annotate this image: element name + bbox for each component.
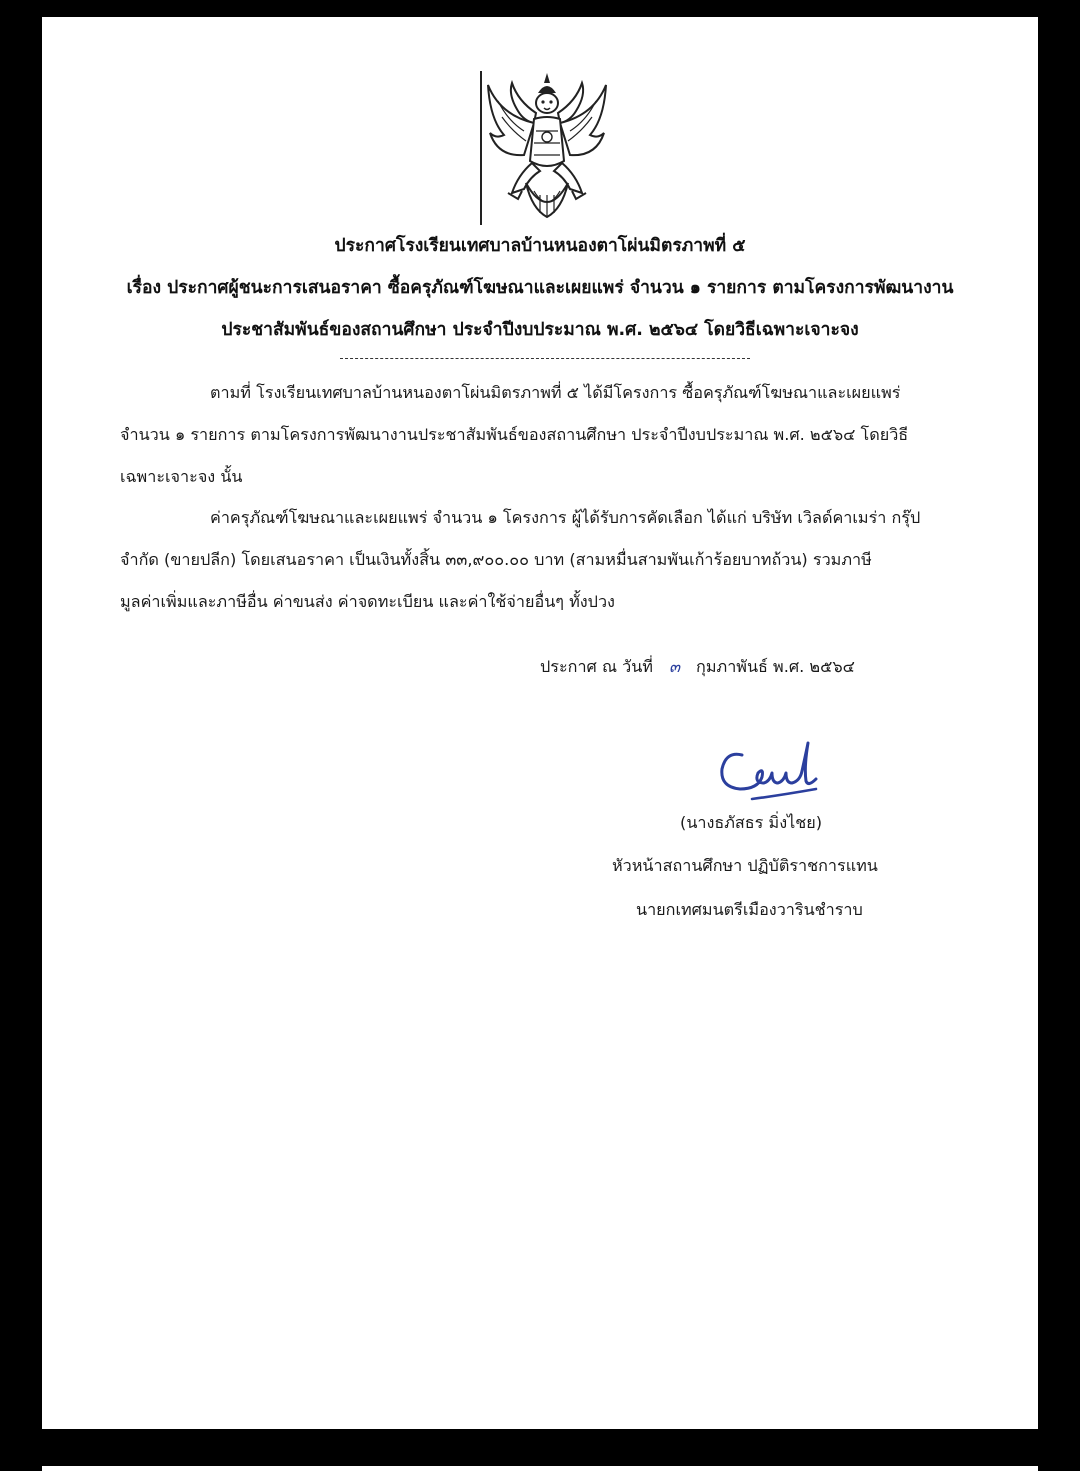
body-line: มูลค่าเพิ่มและภาษีอื่น ค่าขนส่ง ค่าจดทะเบียน และค่าใช้จ่ายอื่นๆ ทั้งปวง [120,592,615,611]
date-day: ๓ [668,657,681,676]
body-line: ตามที่ โรงเรียนเทศบาลบ้านหนองตาโผ่นมิตรภาพที่ ๕ ได้มีโครงการ ซื้อครุภัณฑ์โฆษณาและเผยแพร่ [210,383,901,402]
announcement-date [540,654,855,680]
signatory-position: หัวหน้าสถานศึกษา ปฏิบัติราชการแทน [612,856,878,875]
separator-dashes [340,358,750,359]
subject-line-2: ประชาสัมพันธ์ของสถานศึกษา ประจำปีงบประมาณ พ.ศ. ๒๕๖๔ โดยวิธีเฉพาะเจาะจง [221,320,859,340]
announcement-title: ประกาศโรงเรียนเทศบาลบ้านหนองตาโผ่นมิตรภาพที่ ๕ [334,236,746,256]
body-line: เฉพาะเจาะจง นั้น [120,467,243,486]
date-month-year: กุมภาพันธ์ พ.ศ. ๒๕๖๔ [696,657,855,676]
body-line: จำนวน ๑ รายการ ตามโครงการพัฒนางานประชาสัมพันธ์ของสถานศึกษา ประจำปีงบประมาณ พ.ศ. ๒๕๖๔ โดยวิธี [120,425,909,444]
document-page [42,17,1038,1429]
subject-line-1: เรื่อง ประกาศผู้ชนะการเสนอราคา ซื้อครุภัณฑ์โฆษณาและเผยแพร่ จำนวน ๑ รายการ ตามโครงการพัฒนางาน [126,278,954,298]
body-line: ค่าครุภัณฑ์โฆษณาและเผยแพร่ จำนวน ๑ โครงการ ผู้ได้รับการคัดเลือก ได้แก่ บริษัท เวิลด์คาเมร่า กรุ๊ป [210,508,921,527]
signatory-on-behalf: นายกเทศมนตรีเมืองวารินชำราบ [636,900,863,919]
handwritten-signature [712,733,832,813]
body-line: จำกัด (ขายปลีก) โดยเสนอราคา เป็นเงินทั้งสิ้น ๓๓,๙๐๐.๐๐ บาท (สามหมื่นสามพันเก้าร้อยบาทถ้วน) รวมภาษี [120,550,872,569]
garuda-emblem [478,71,616,229]
date-prefix: ประกาศ ณ วันที่ [540,657,653,676]
signatory-name: (นางธภัสธร มิ่งไชย) [680,813,823,832]
next-page-edge [42,1466,1038,1471]
